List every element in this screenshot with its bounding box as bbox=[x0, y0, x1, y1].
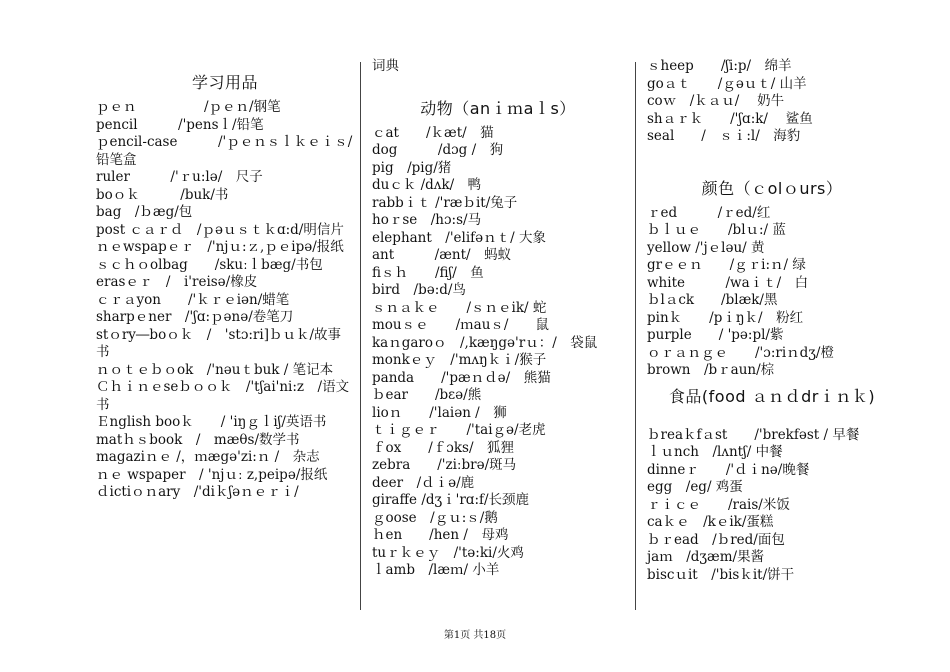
vocab-entry: ｂｌｕｅ /blｕ:/ 蓝 bbox=[647, 222, 786, 238]
vocab-entry: monkｅｙ /'mʌŋｋｉ/猴子 bbox=[372, 352, 547, 368]
vocab-entry: seal / ｓｉ:l/ 海豹 bbox=[647, 128, 801, 144]
vocab-entry: grｅｅｎ /ｇｒi:ｎ/ 绿 bbox=[647, 257, 806, 273]
vocab-entry: ｏｒａｎｇｅ /'ɔ:riｎdʒ/橙 bbox=[647, 344, 834, 361]
vocab-entry: sharpｅner /'ʃɑ:ｐənə/卷笔刀 bbox=[96, 309, 294, 325]
vocab-entry: egg /eg/ 鸡蛋 bbox=[647, 479, 743, 495]
vocab-entry: erasｅｒ / i'reisə/橡皮 bbox=[96, 274, 258, 290]
vocab-entry: boｏｋ /buk/书 bbox=[96, 186, 229, 203]
vocab-entry: coｗ /ｋａｕ/ 奶牛 bbox=[647, 93, 785, 109]
vocab-entry: panda /'pæｎｄə/ 熊猫 bbox=[372, 369, 551, 386]
column-divider-1 bbox=[360, 62, 361, 610]
vocab-entry: ｓｃｈｏolbag /skuːｌbæg/书包 bbox=[96, 256, 323, 273]
vocab-list-school-supplies bbox=[96, 99, 354, 502]
vocab-entry: ｒed /ｒed/红 bbox=[647, 204, 771, 221]
vocab-entry: ruler /'ｒu:lə/ 尺子 bbox=[96, 169, 263, 185]
vocab-entry: ｓｎａｋｅ /ｓｎｅik/ 蛇 bbox=[372, 299, 547, 316]
vocab-entry: ｂlａck /blæk/黑 bbox=[647, 292, 778, 308]
vocab-entry: white /waｉｔ/ 白 bbox=[647, 274, 809, 291]
vocab-entry: giraffe /dʒｉ'rɑ:f/长颈鹿 bbox=[372, 492, 530, 508]
vocab-entry: caｋｅ /kｅik/蛋糕 bbox=[647, 514, 774, 530]
vocab-entry: ｇoose /ｇｕ:ｓ/鹅 bbox=[372, 509, 498, 526]
vocab-entry: bag /ｂæg/包 bbox=[96, 204, 193, 220]
vocab-entry: bird /bə:d/鸟 bbox=[372, 282, 466, 298]
vocab-entry: ｐｅｎ /ｐｅｎ/钢笔 bbox=[96, 99, 281, 115]
vocab-entry: dog /dɔg / 狗 bbox=[372, 142, 504, 158]
vocab-entry: ｃｒａyon /'ｋｒｅiən/蜡笔 bbox=[96, 291, 290, 308]
vocab-entry: hoｒse /hɔ:s/马 bbox=[372, 212, 482, 228]
vocab-entry: pinｋ /pｉŋｋ/ 粉红 bbox=[647, 309, 804, 326]
vocab-entry: pencil /'pensｌ/铅笔 bbox=[96, 116, 264, 133]
section-heading-animals: 动物（anｉｍaｌs） bbox=[420, 98, 576, 118]
section-heading-colours: 颜色（ｃolｏurs） bbox=[701, 178, 843, 198]
column-colours-food bbox=[647, 58, 897, 584]
section-heading-food: 食品(food ａｎｄdrｉｎｋ) bbox=[668, 386, 876, 406]
vocab-entry: ｂear /bɛə/熊 bbox=[372, 387, 482, 403]
vocab-entry: Ｃｈｉｎｅseｂｏｏｋ /'tʃai'ni:z /语文书 bbox=[96, 379, 350, 413]
vocab-entry: ｌamb /læｍ/ 小羊 bbox=[372, 562, 500, 578]
vocab-entry: ｃat /ｋæt/ 猫 bbox=[372, 124, 494, 141]
vocab-entry: tuｒｋｅｙ /'tə:ki/火鸡 bbox=[372, 544, 524, 561]
vocab-list-animals-continued bbox=[647, 58, 897, 146]
vocab-entry: shａｒｋ /'ʃɑ:k/ 鲨鱼 bbox=[647, 110, 813, 127]
vocab-entry: yellow /'jｅləu/ 黄 bbox=[647, 239, 765, 256]
vocab-entry: ｂreaｋfａst /'brekfəst / 早餐 bbox=[647, 426, 860, 443]
vocab-list-animals bbox=[372, 125, 624, 580]
vocab-entry: ｎｅ wspaper / 'njｕː z,peipə/报纸 bbox=[96, 466, 328, 483]
vocab-entry: ｔｉｇｅｒ /'taiｇə/老虎 bbox=[372, 422, 546, 438]
vocab-entry: mouｓｅ /ｍauｓ/ 鼠 bbox=[372, 317, 549, 333]
vocab-entry: matｈｓbook / mæθs/数学书 bbox=[96, 431, 300, 448]
vocab-entry: kaｎgaroｏ /,kæŋgə'rｕ：/ 袋鼠 bbox=[372, 334, 598, 351]
carryover-text: 词典 bbox=[372, 58, 399, 74]
vocab-entry: ant /ænt/ 蚂蚁 bbox=[372, 247, 512, 263]
column-divider-2 bbox=[635, 62, 636, 610]
vocab-entry: elephant /'elifəｎｔ/ 大象 bbox=[372, 229, 547, 246]
column-school-supplies bbox=[96, 58, 354, 502]
vocab-entry: duｃｋ /dʌk/ 鸭 bbox=[372, 177, 482, 193]
vocab-entry: ｌｕnch /lʌntʃ/ 中餐 bbox=[647, 444, 783, 460]
section-heading-school-supplies: 学习用品 bbox=[191, 73, 258, 92]
vocab-entry: post ｃａｒｄ /ｐəｕｓｔｋɑ:d/明信片 bbox=[96, 221, 344, 238]
vocab-entry: pig /pig/猪 bbox=[372, 159, 452, 176]
vocab-entry: deer /ｄｉə/鹿 bbox=[372, 474, 475, 491]
vocab-entry: ｆox /ｆɔks/ 狐狸 bbox=[372, 439, 515, 456]
vocab-entry: ｈen /hen / 母鸡 bbox=[372, 527, 509, 543]
column-animals bbox=[372, 58, 624, 580]
vocab-entry: stｏry―boｏｋ / 'stɔ:ri]ｂｕｋ/故事书 bbox=[96, 326, 342, 360]
vocab-entry: ｎｅwspapｅｒ /'njｕ:ｚ,ｐｅipə/报纸 bbox=[96, 239, 344, 255]
vocab-list-food bbox=[647, 427, 897, 585]
vocab-entry: ｎｏｔｅｂｏok /'nəuｔbuk / 笔记本 bbox=[96, 361, 334, 378]
vocab-entry: lioｎ /'laiən / 狮 bbox=[372, 404, 507, 421]
vocab-entry: ｐencil-case /'ｐｅｎｓｌｋｅｉｓ/铅笔盒 bbox=[96, 134, 353, 168]
vocab-entry: ｒｉｃｅ /rais/米饭 bbox=[647, 496, 790, 513]
vocab-entry: goａｔ /ｇəｕｔ/ 山羊 bbox=[647, 75, 807, 92]
vocab-entry: Ｅnglish booｋ / 'iŋｇｌiʃ/英语书 bbox=[96, 414, 327, 430]
vocab-entry: ｓheep /ʃi:p/ 绵羊 bbox=[647, 58, 792, 74]
vocab-entry: ｂｒead /ｂred/面包 bbox=[647, 531, 785, 548]
vocab-entry: biscｕit /'bisｋit/饼干 bbox=[647, 566, 795, 583]
vocab-entry: magaziｎｅ /，ｍægə'zi:ｎ / 杂志 bbox=[96, 449, 320, 465]
page-footer: 第1页 共18页 bbox=[443, 630, 507, 641]
vocab-list-colours bbox=[647, 205, 897, 380]
vocab-entry: dinneｒ /'ｄｉnə/晚餐 bbox=[647, 461, 810, 478]
vocab-entry: ｄictiｏｎary /'diｋʃəｎｅｒｉ/ bbox=[96, 484, 299, 500]
vocab-entry: fiｓｈ /fiʃ/ 鱼 bbox=[372, 264, 484, 281]
vocab-entry: purple / 'pə:pl/紫 bbox=[647, 327, 784, 343]
vocab-entry: rabbｉｔ /'ræｂit/兔子 bbox=[372, 194, 518, 211]
vocab-entry: zebra /'ziːbrə/斑马 bbox=[372, 457, 517, 473]
vocab-entry: jaｍ /dʒæm/果酱 bbox=[647, 549, 765, 565]
vocab-entry: brown /bｒaun/棕 bbox=[647, 362, 775, 378]
